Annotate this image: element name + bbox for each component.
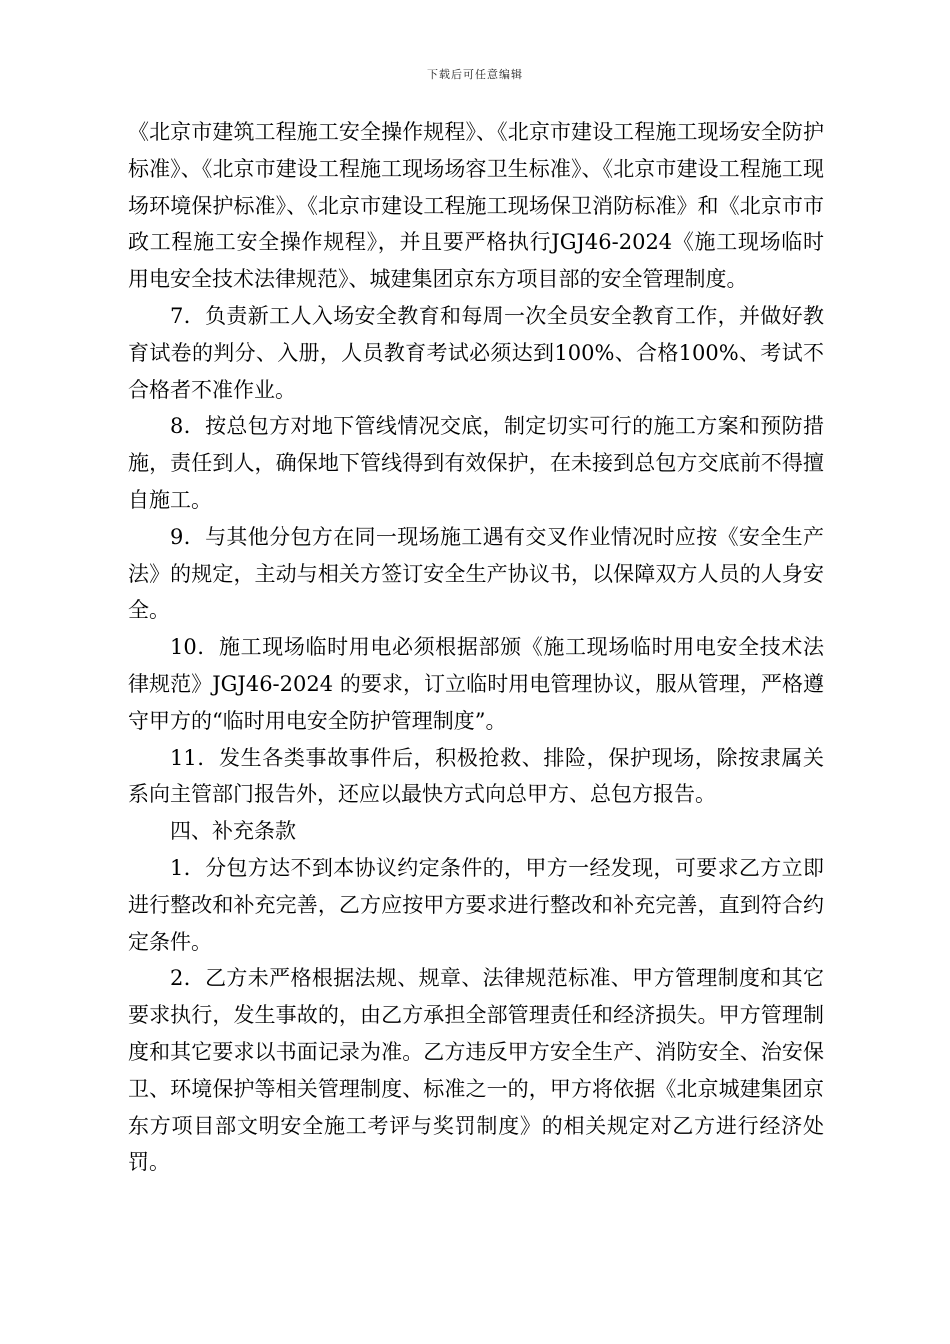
header-note: 下载后可任意编辑 bbox=[427, 68, 523, 81]
section-heading-supplementary-terms: 四、补充条款 bbox=[170, 819, 296, 844]
paragraph-item-10: 10．施工现场临时用电必须根据部颁《施工现场临时用电安全技术法律规范》JGJ46-2024 的要求，订立临时用电管理协议，服从管理，严格遵守甲方的“临时用电安全防护管理制度”。 bbox=[128, 635, 824, 733]
document-body bbox=[128, 114, 824, 1181]
paragraph-item-8: 8．按总包方对地下管线情况交底，制定切实可行的施工方案和预防措施，责任到人，确保地下管线得到有效保护，在未接到总包方交底前不得擅自施工。 bbox=[128, 414, 824, 512]
paragraph-item-9: 9．与其他分包方在同一现场施工遇有交叉作业情况时应按《安全生产法》的规定，主动与相关方签订安全生产协议书，以保障双方人员的人身安全。 bbox=[128, 524, 824, 623]
paragraph-supplement-1: 1．分包方达不到本协议约定条件的，甲方一经发现，可要求乙方立即进行整改和补充完善，乙方应按甲方要求进行整改和补充完善，直到符合约定条件。 bbox=[128, 855, 824, 954]
paragraph-continuation: 《北京市建筑工程施工安全操作规程》、《北京市建设工程施工现场安全防护标准》、《北京市建设工程施工现场场容卫生标准》、《北京市建设工程施工现场环境保护标准》、《北京市建设工程施工现场保卫消防标准》和《北京市市政工程施工安全操作规程》，并且要严格执行JGJ46-2024《施工现场临时用电安全技术法律规范》、城建集团京东方项目部的安全管理制度。 bbox=[128, 120, 824, 292]
paragraph-item-7: 7．负责新工人入场安全教育和每周一次全员安全教育工作，并做好教育试卷的判分、入册，人员教育考试必须达到100%、合格100%、考试不合格者不准作业。 bbox=[128, 303, 824, 402]
paragraph-supplement-2: 2．乙方未严格根据法规、规章、法律规范标准、甲方管理制度和其它要求执行，发生事故的，由乙方承担全部管理责任和经济损失。甲方管理制度和其它要求以书面记录为准。乙方违反甲方安全生产、消防安全、治安保卫、环境保护等相关管理制度、标准之一的，甲方将依据《北京城建集团京东方项目部文明安全施工考评与奖罚制度》的相关规定对乙方进行经济处罚。 bbox=[128, 966, 824, 1175]
paragraph-item-11: 11．发生各类事故事件后，积极抢救、排险，保护现场，除按隶属关系向主管部门报告外，还应以最快方式向总甲方、总包方报告。 bbox=[128, 745, 824, 807]
